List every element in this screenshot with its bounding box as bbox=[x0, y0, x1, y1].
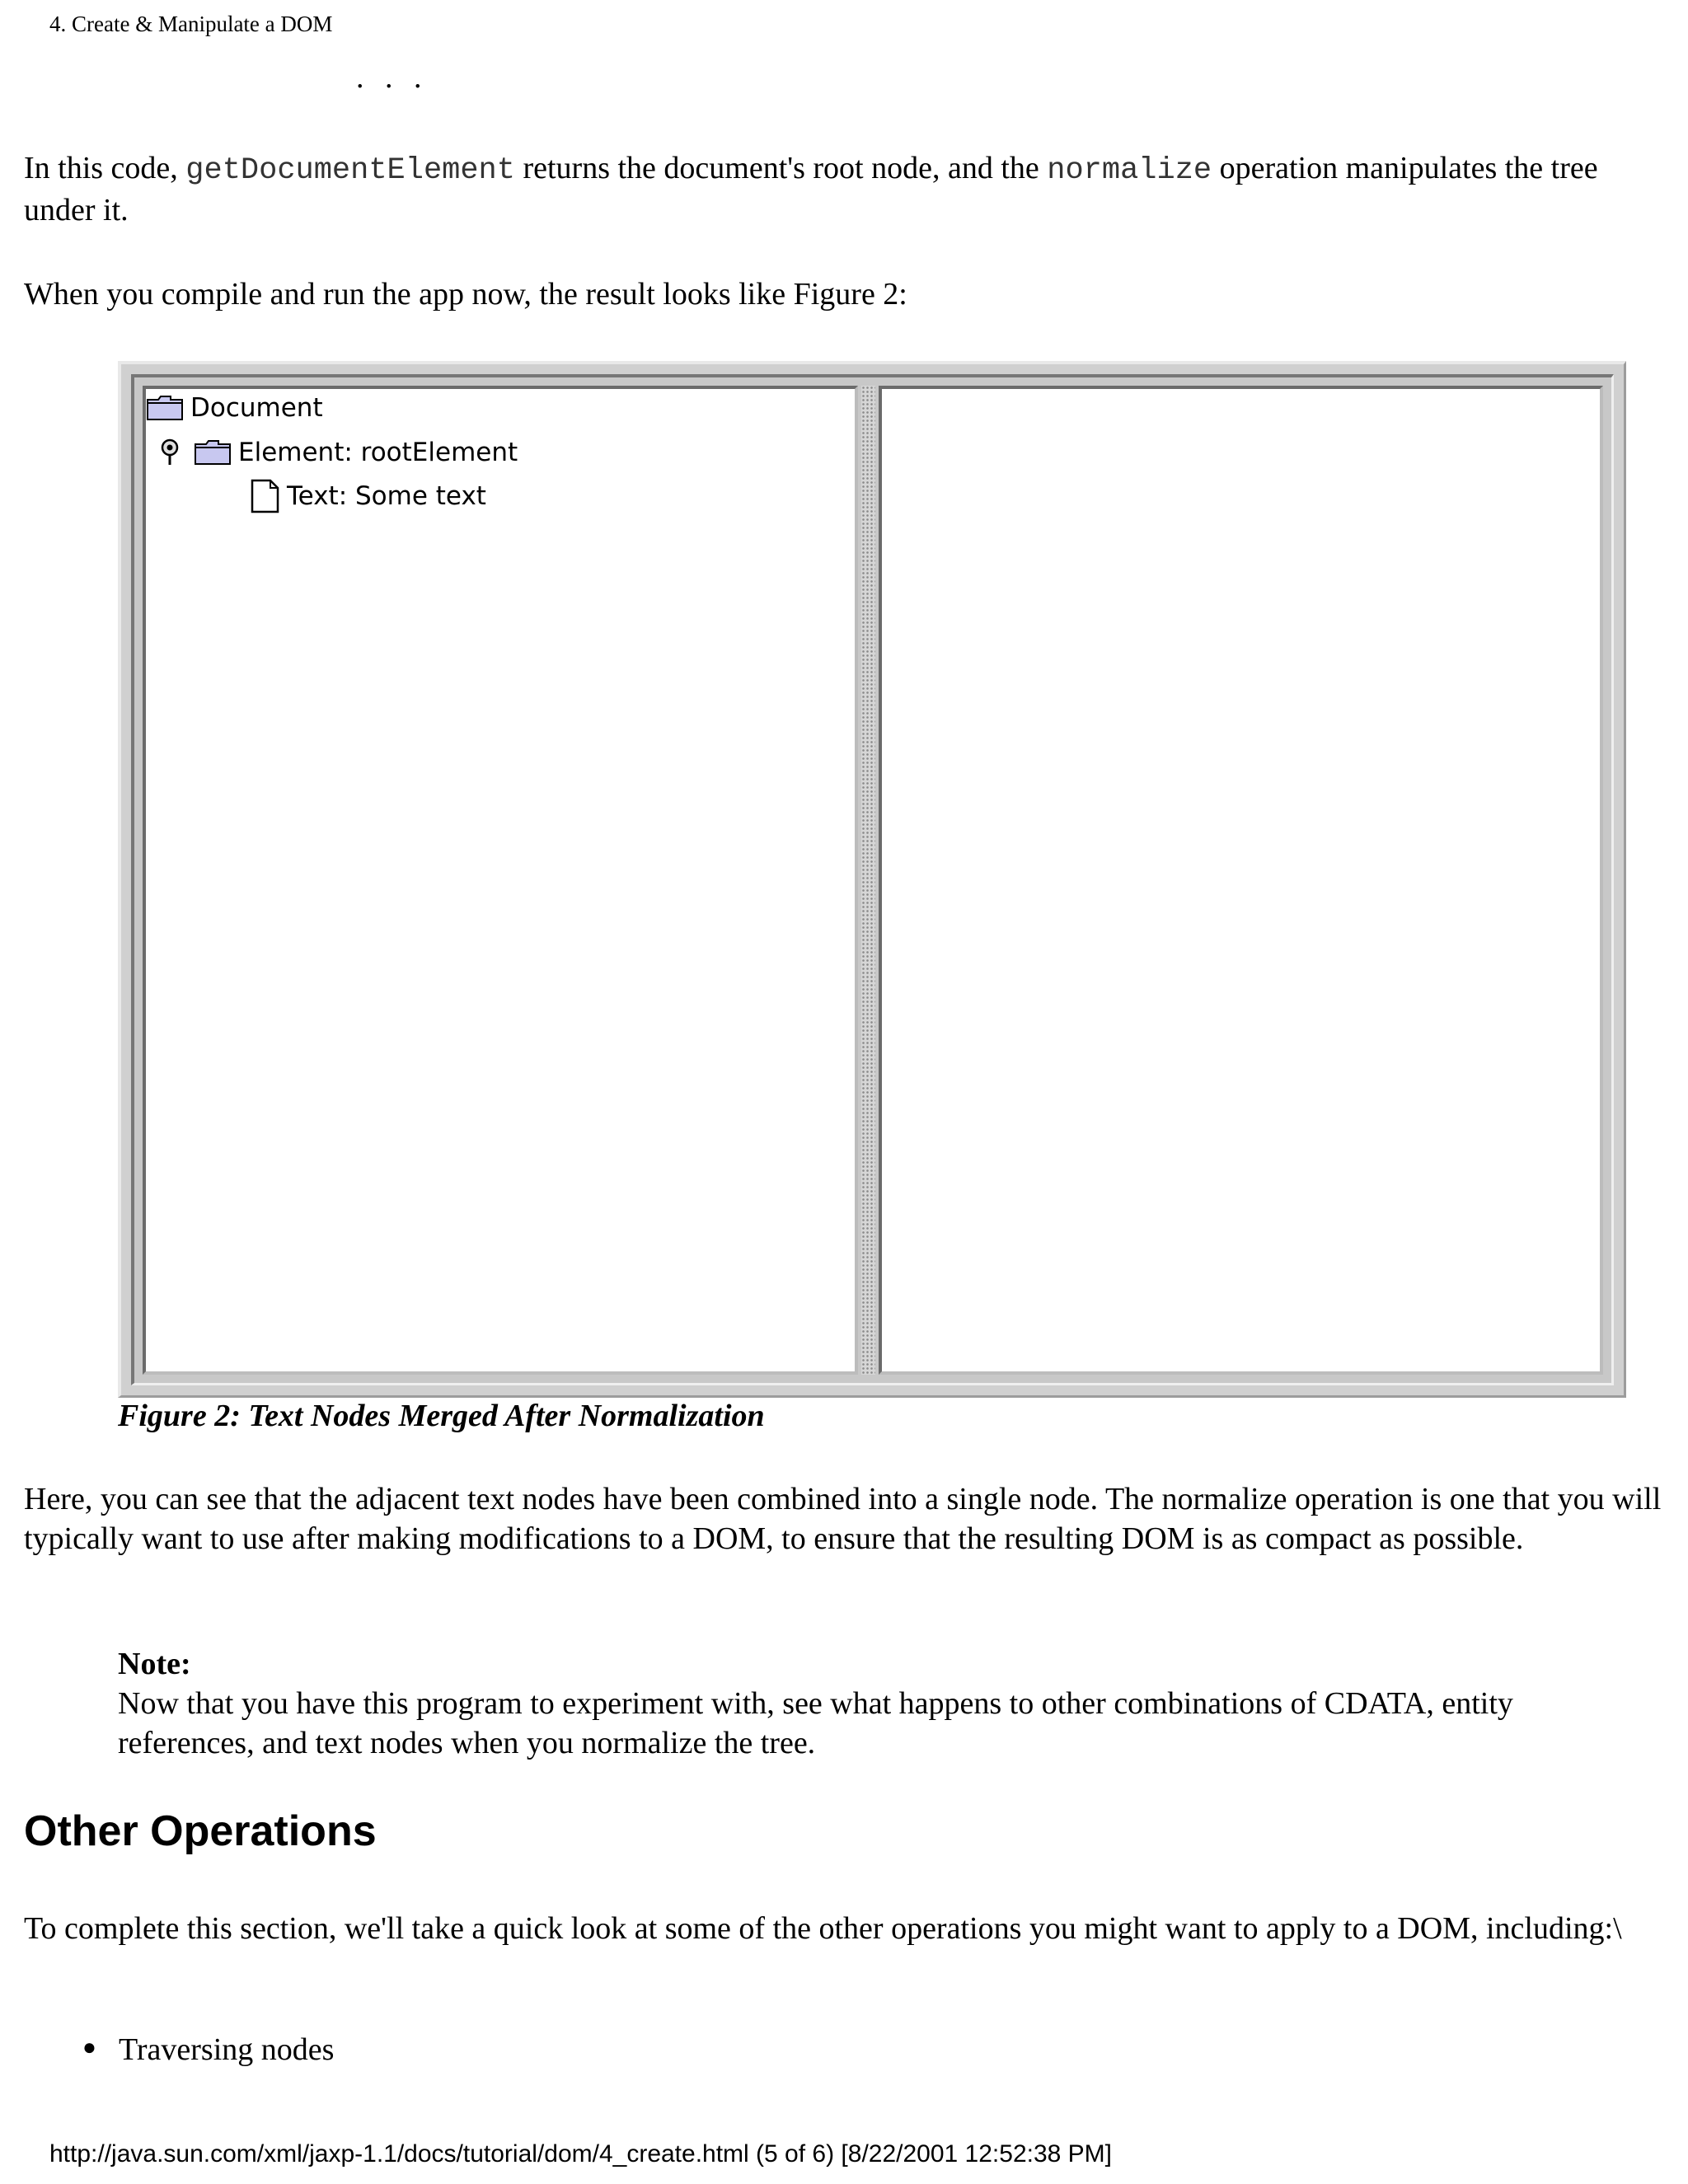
split-pane-divider[interactable] bbox=[861, 386, 875, 1375]
split-pane-frame bbox=[131, 374, 1614, 1385]
detail-pane bbox=[879, 386, 1603, 1375]
list-item: ● Traversing nodes bbox=[82, 2032, 334, 2068]
file-icon bbox=[249, 479, 280, 513]
tree-handle-icon[interactable] bbox=[157, 438, 182, 466]
para1-text-2: returns the document's root node, and the bbox=[514, 151, 1048, 185]
tree-node-label: Text: Some text bbox=[287, 481, 486, 511]
code-getDocumentElement: getDocumentElement bbox=[185, 153, 515, 188]
para1-text-3: operation manipulates the tree under it. bbox=[24, 151, 1598, 227]
figure-dom-viewer bbox=[118, 361, 1626, 1398]
operations-list bbox=[82, 2032, 334, 2068]
tree-node-label: Document bbox=[190, 393, 323, 423]
page-footer-url: http://java.sun.com/xml/jaxp-1.1/docs/tutorial/dom/4_create.html (5 of 6) [8/22/2001 12:52:38 PM] bbox=[49, 2140, 1113, 2168]
tree-pane[interactable] bbox=[143, 386, 858, 1375]
note-title: Note: bbox=[118, 1647, 191, 1681]
figure-caption: Figure 2: Text Nodes Merged After Normalization bbox=[118, 1399, 765, 1433]
folder-icon bbox=[146, 395, 184, 421]
page-header: 4. Create & Manipulate a DOM bbox=[49, 12, 333, 36]
paragraph-normalize-explanation: Here, you can see that the adjacent text nodes have been combined into a single node. The normalize operation is one that you will typically want to use after making modifications to a DOM, to ensure that the resulting DOM is as compact as possible. bbox=[24, 1482, 1662, 1556]
paragraph-other-operations: To complete this section, we'll take a quick look at some of the other operations you might want to apply to a DOM, including:\ bbox=[24, 1911, 1622, 1946]
tree-node-text[interactable] bbox=[249, 480, 486, 513]
code-normalize: normalize bbox=[1047, 153, 1212, 188]
section-heading: Other Operations bbox=[24, 1807, 377, 1855]
paragraph-normalize-intro bbox=[24, 148, 1664, 230]
tree-node-label: Element: rootElement bbox=[238, 438, 518, 467]
code-ellipsis: . . . bbox=[356, 60, 429, 95]
tree-node-document[interactable] bbox=[146, 391, 323, 424]
folder-icon bbox=[194, 439, 232, 466]
para1-text-1: In this code, bbox=[24, 151, 186, 185]
paragraph-compile-run: When you compile and run the app now, the result looks like Figure 2: bbox=[24, 277, 907, 312]
note-body: Now that you have this program to experiment with, see what happens to other combinations of CDATA, entity references, and text nodes when you normalize the tree. bbox=[118, 1686, 1513, 1760]
note-block bbox=[118, 1644, 1651, 1763]
tree-node-element[interactable] bbox=[157, 436, 518, 469]
